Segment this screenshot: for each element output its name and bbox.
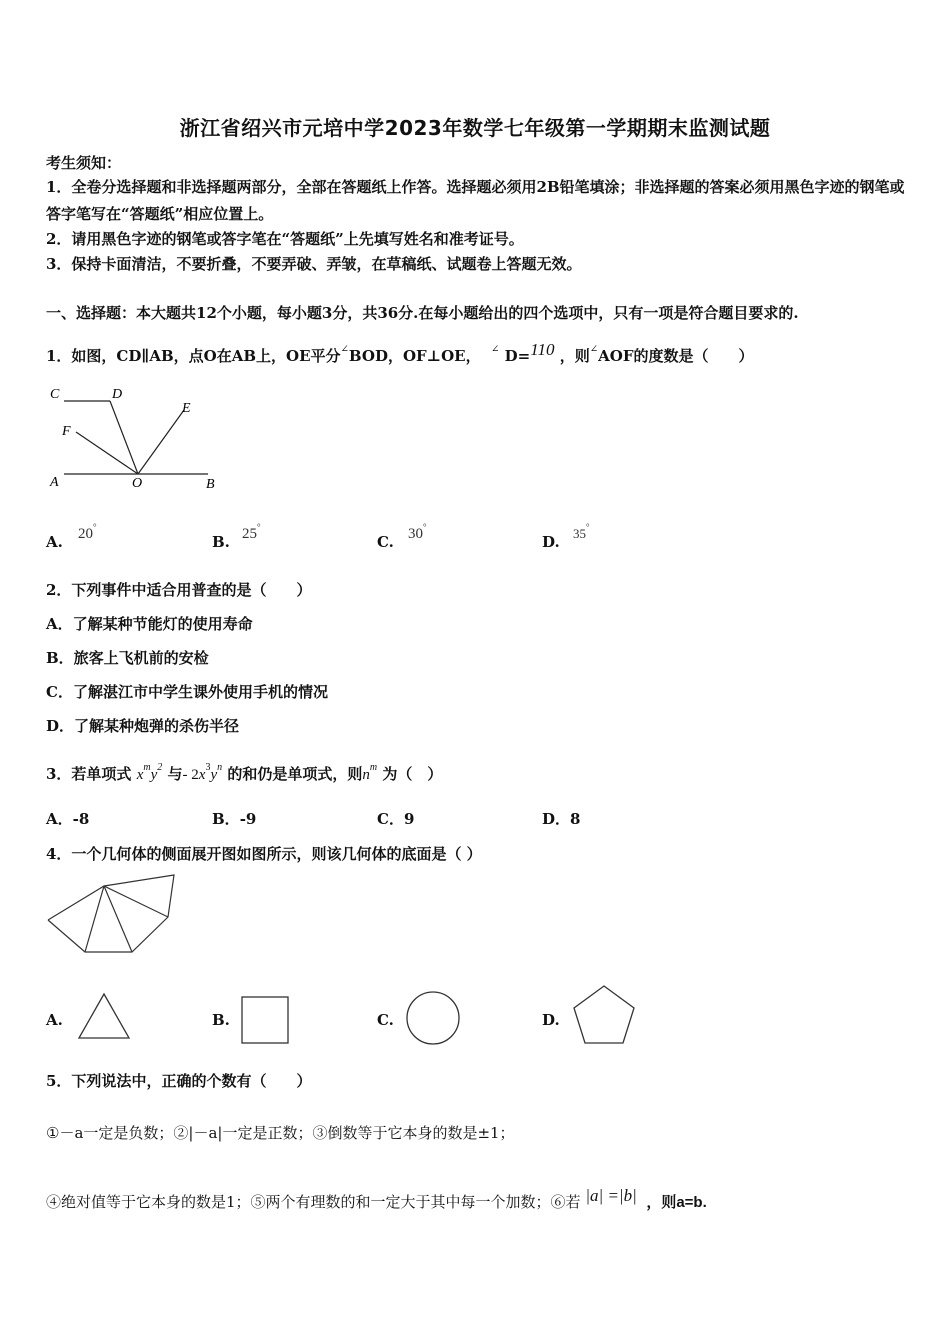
angle-symbol: ∠ [491,344,500,355]
q2-option-d: D．了解某种炮弹的杀伤半径 [46,717,240,735]
label-F: F [62,424,71,439]
triangle-icon [76,990,132,1042]
label-B: B [206,477,215,492]
q1-option-a-letter: A. [46,533,63,551]
q1-angle-value: 110 [530,340,555,359]
q5-statements-line-1: ①－a一定是负数；②|－a|一定是正数；③倒数等于它本身的数是±1； [46,1124,515,1142]
q1-text-4: ，则 [559,347,590,365]
notice-item-3: 3．保持卡面清洁，不要折叠，不要弄破、弄皱，在草稿纸、试题卷上答题无效。 [46,255,582,273]
q1-option-c-letter: C. [377,533,394,551]
q1-text-1: 1．如图，CD∥AB，点O在AB上，OE平分 [46,347,341,365]
question-3-stem [46,762,442,784]
q1-option-b-letter: B. [212,533,230,551]
pentagon-icon [571,983,637,1047]
angle-symbol: ∠ [589,344,599,355]
q2-option-a: A．了解某种节能灯的使用寿命 [46,615,253,633]
q5-abs-expression: |a| =|b| [585,1186,637,1205]
question-2-stem: 2．下列事件中适合用普查的是（ ） [46,581,312,599]
label-D: D [112,387,123,402]
q1-option-a-value: 20° [78,522,97,542]
q3-option-a: A．-8 [46,810,90,828]
q1-geometry-figure [44,380,224,495]
q2-option-b: B．旅客上飞机前的安检 [46,649,209,667]
notice-heading: 考生须知： [46,154,122,172]
angle-symbol: ∠ [340,344,349,355]
question-5-stem: 5．下列说法中，正确的个数有（ ） [46,1072,312,1090]
q3-option-b: B．-9 [212,810,257,828]
q3-text-4: 为（ ） [382,765,443,783]
q3-term-1: $x^my^2$ [136,762,163,783]
q3-text-2: 与 [167,765,183,783]
q3-option-d: D．8 [542,810,581,828]
label-E: E [182,401,191,416]
label-C: C [50,387,60,402]
notice-item-2: 2．请用黑色字迹的钢笔或答字笔在“答题纸”上先填写姓名和准考证号。 [46,230,524,248]
question-4-stem: 4．一个几何体的侧面展开图如图所示，则该几何体的底面是（ ） [46,845,482,863]
q4-option-a-letter: A. [46,1011,63,1029]
page-title: 浙江省绍兴市元培中学2023年数学七年级第一学期期末监测试题 [179,116,771,140]
square-icon [240,995,292,1045]
q1-text-5: AOF的度数是（ ） [598,347,754,365]
q2-option-c: C．了解湛江市中学生课外使用手机的情况 [46,683,328,701]
q4-net-figure [44,868,184,960]
q4-option-d-letter: D. [542,1011,560,1029]
q3-result: $n^m$ [362,762,378,783]
q3-text-1: 3．若单项式 [46,765,132,783]
q1-text-2: BOD，OF⊥OE， [348,347,481,365]
q4-option-b-letter: B. [212,1011,230,1029]
section-heading: 一、选择题：本大题共12个小题，每小题3分，共36分.在每小题给出的四个选项中，只有一项是符合题目要求的. [46,304,799,322]
circle-icon [404,990,462,1048]
q3-term-2: - $2x^3y^n$ [182,762,223,783]
q5-statements-line-2: ④绝对值等于它本身的数是1；⑤两个有理数的和一定大于其中每一个加数；⑥若 |a| =|b| ，则a=b. [46,1186,707,1211]
q1-text-3: D= [504,347,531,365]
q1-option-b-value: 25° [242,522,261,542]
q3-option-c: C．9 [377,810,415,828]
label-O: O [132,476,143,491]
q1-option-d-letter: D. [542,533,560,551]
notice-item-1: 1．全卷分选择题和非选择题两部分，全部在答题纸上作答。选择题必须用2B铅笔填涂；非选择题的答案必须用黑色字迹的钢笔或答字笔写在“答题纸”相应位置上。 [46,178,905,223]
q1-option-c-value: 30° [408,522,427,542]
question-1-stem [46,340,753,366]
q4-option-c-letter: C. [377,1011,394,1029]
label-A: A [50,475,59,490]
q1-option-d-value: 35° [573,522,590,541]
q3-text-3: 的和仍是单项式，则 [227,765,363,783]
